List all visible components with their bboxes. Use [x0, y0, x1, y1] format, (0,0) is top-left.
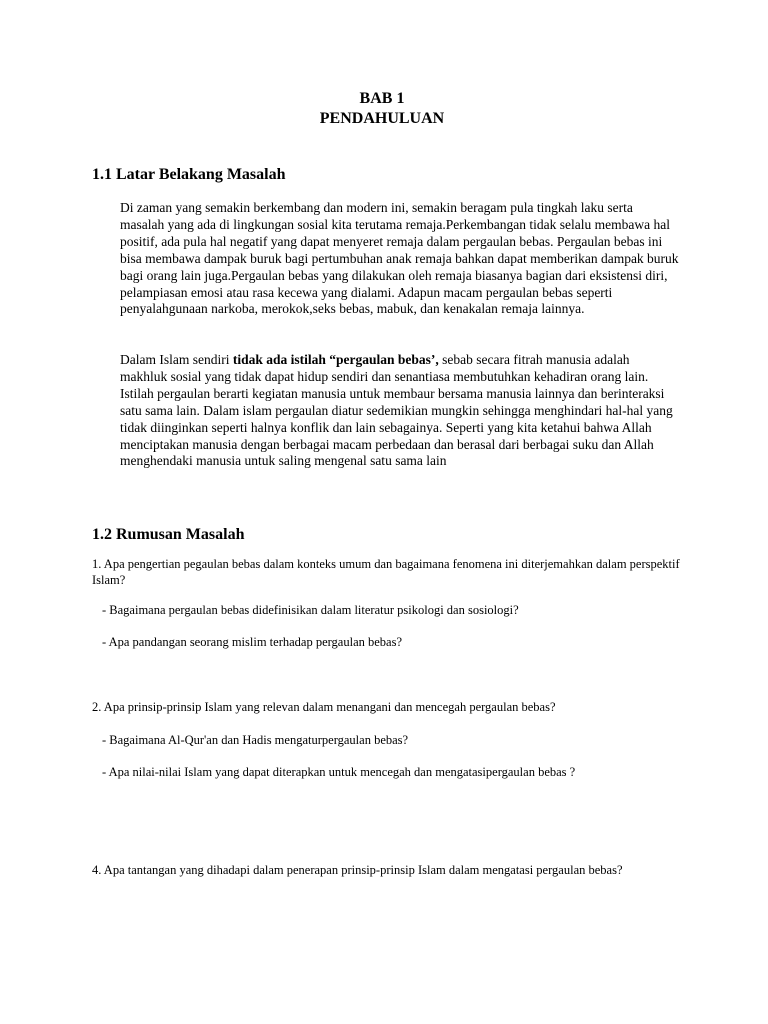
question-2-sub-2: - Apa nilai-nilai Islam yang dapat diterapkan untuk mencegah dan mengatasipergaulan bebas ? — [102, 765, 576, 779]
section-heading-problem: 1.2 Rumusan Masalah — [92, 526, 245, 543]
chapter-number: BAB 1 — [359, 90, 405, 107]
question-1-sub-1: - Bagaimana pergaulan bebas didefinisikan dalam literatur psikologi dan sosiologi? — [102, 603, 519, 617]
background-paragraph-2 — [120, 352, 680, 470]
section-heading-background: 1.1 Latar Belakang Masalah — [92, 166, 286, 183]
paragraph-2-bold-phrase: tidak ada istilah “pergaulan bebas’, — [232, 352, 439, 367]
question-2-sub-1: - Bagaimana Al-Qur'an dan Hadis mengaturpergaulan bebas? — [102, 733, 409, 747]
paragraph-2-rest: sebab secara fitrah manusia adalah makhluk sosial yang tidak dapat hidup sendiri dan senantiasa membutuhkan kehadiran orang lain. Istilah pergaulan berarti kegiatan manusia untuk membaur bersama manusia lainnya dan berinteraksi satu sama lain. Dalam islam pergaulan diatur sedemikian mungkin sehingga menghindari hal-hal yang tidak diinginkan seperti halnya konflik dan lain sebagainya. Seperti yang kita ketahui bahwa Allah menciptakan manusia dengan berbagai macam perbedaan dan berasal dari berbagai suku dan Allah menghendaki manusia untuk saling mengenal satu sama lain — [120, 352, 673, 469]
chapter-title: PENDAHULUAN — [319, 110, 445, 127]
paragraph-2-lead: Dalam Islam sendiri — [120, 352, 233, 367]
question-2: 2. Apa prinsip-prinsip Islam yang relevan dalam menangani dan mencegah pergaulan bebas? — [92, 700, 556, 714]
question-4: 4. Apa tantangan yang dihadapi dalam penerapan prinsip-prinsip Islam dalam mengatasi pergaulan bebas? — [92, 863, 623, 877]
question-1-sub-2: - Apa pandangan seorang mislim terhadap pergaulan bebas? — [102, 635, 403, 649]
question-1: 1. Apa pengertian pegaulan bebas dalam konteks umum dan bagaimana fenomena ini diterjemahkan dalam perspektif Islam? — [92, 557, 680, 587]
background-paragraph-1: Di zaman yang semakin berkembang dan modern ini, semakin beragam pula tingkah laku serta masalah yang ada di lingkungan sosial kita terutama remaja.Perkembangan tidak selalu membawa hal positif, ada pula hal negatif yang dapat menyeret remaja dalam pergaulan bebas. Pergaulan bebas ini bisa membawa dampak buruk bagi pertumbuhan anak remaja bahkan dapat memberikan dampak buruk bagi orang lain juga.Pergaulan bebas yang dilakukan oleh remaja biasanya bagian dari eksistensi diri, pelampiasan emosi atau rasa kecewa yang dialami. Adapun macam pergaulan bebas seperti penyalahgunaan narkoba, merokok,seks bebas, mabuk, dan kenakalan remaja lainnya. — [120, 200, 679, 317]
